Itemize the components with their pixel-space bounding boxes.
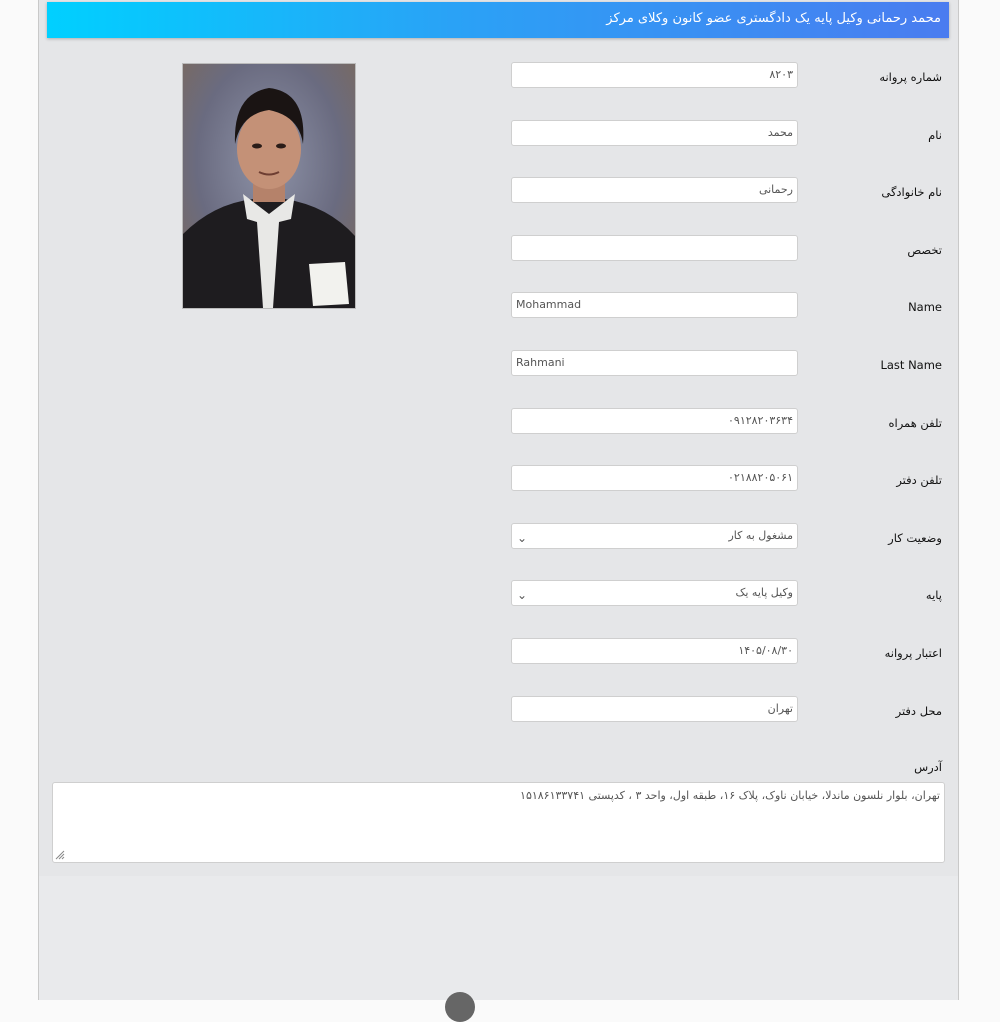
field-label: شماره پروانه bbox=[879, 70, 942, 84]
select-field[interactable] bbox=[511, 523, 798, 549]
form-row bbox=[39, 62, 958, 92]
text-field[interactable] bbox=[511, 696, 798, 722]
form-row bbox=[39, 580, 958, 610]
form-row bbox=[39, 408, 958, 438]
text-field[interactable] bbox=[511, 350, 798, 376]
form-row bbox=[39, 465, 958, 495]
form-row bbox=[39, 523, 958, 553]
page-container bbox=[38, 0, 959, 1000]
text-field[interactable] bbox=[511, 235, 798, 261]
form-row bbox=[39, 638, 958, 668]
form-row bbox=[39, 696, 958, 726]
field-value: ۱۴۰۵/۰۸/۳۰ bbox=[738, 644, 793, 657]
field-label: نام خانوادگی bbox=[881, 185, 942, 199]
address-text: تهران، بلوار نلسون ماندلا، خیابان ناوک، پلاک ۱۶، طبقه اول، واحد ۳ ، کدپستی ۱۵۱۸۶۱۳۳۷۴۱ bbox=[520, 789, 940, 802]
text-field[interactable] bbox=[511, 177, 798, 203]
address-textarea[interactable] bbox=[52, 782, 945, 863]
field-value: تهران bbox=[767, 702, 793, 715]
form-row bbox=[39, 120, 958, 150]
page-header bbox=[47, 2, 949, 38]
text-field[interactable] bbox=[511, 638, 798, 664]
form-row bbox=[39, 292, 958, 322]
field-value: Rahmani bbox=[516, 356, 565, 369]
chevron-down-icon: ⌄ bbox=[517, 588, 528, 602]
field-value: مشغول به کار bbox=[728, 529, 793, 542]
field-value: ۰۲۱۸۸۲۰۵۰۶۱ bbox=[728, 471, 793, 484]
form-row bbox=[39, 177, 958, 207]
resize-grip-icon[interactable] bbox=[55, 850, 65, 860]
field-label: Last Name bbox=[880, 358, 942, 372]
text-field[interactable] bbox=[511, 120, 798, 146]
profile-panel bbox=[39, 0, 958, 876]
field-label: نام bbox=[928, 128, 942, 142]
field-label: تخصص bbox=[907, 243, 942, 257]
field-value: رحمانی bbox=[758, 183, 793, 196]
select-field[interactable] bbox=[511, 580, 798, 606]
field-label: تلفن همراه bbox=[888, 416, 942, 430]
field-value: وکیل پایه یک bbox=[735, 586, 793, 599]
chevron-down-icon: ⌄ bbox=[517, 531, 528, 545]
field-value: Mohammad bbox=[516, 298, 582, 311]
form-row bbox=[39, 350, 958, 380]
page-title: محمد رحمانی وکیل پایه یک دادگستری عضو کانون وکلای مرکز bbox=[606, 11, 941, 26]
text-field[interactable] bbox=[511, 292, 798, 318]
field-value: محمد bbox=[767, 126, 793, 139]
field-value: ۰۹۱۲۸۲۰۳۶۳۴ bbox=[728, 414, 793, 427]
field-value: ۸۲۰۳ bbox=[769, 68, 793, 81]
text-field[interactable] bbox=[511, 465, 798, 491]
address-label: آدرس bbox=[914, 760, 942, 774]
field-label: محل دفتر bbox=[895, 704, 942, 718]
text-field[interactable] bbox=[511, 62, 798, 88]
text-field[interactable] bbox=[511, 408, 798, 434]
field-label: پایه bbox=[925, 588, 942, 602]
field-label: وضعیت کار bbox=[888, 531, 942, 545]
form-row bbox=[39, 235, 958, 265]
field-label: تلفن دفتر bbox=[896, 473, 942, 487]
field-label: Name bbox=[908, 300, 942, 314]
field-label: اعتبار پروانه bbox=[884, 646, 942, 660]
scroll-top-button[interactable] bbox=[445, 992, 475, 1022]
